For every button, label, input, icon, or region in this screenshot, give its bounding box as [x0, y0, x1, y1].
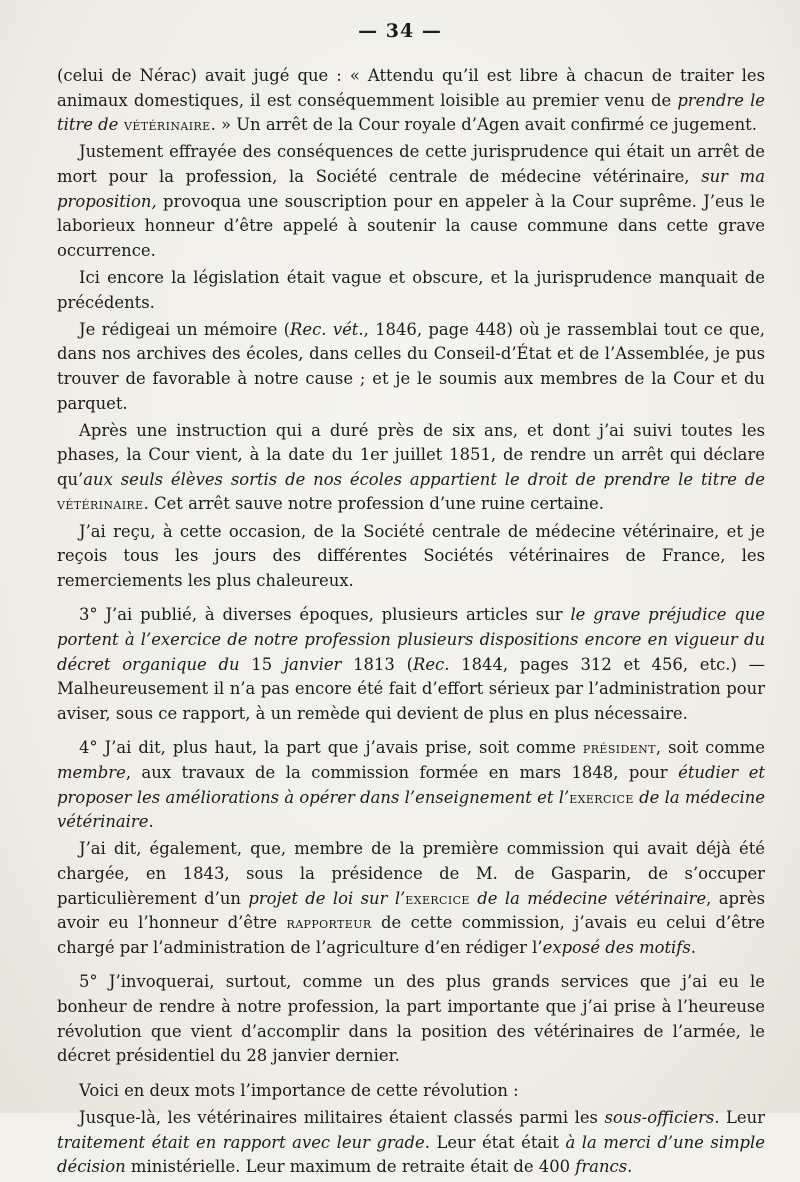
paragraph: Ici encore la législation était vague et obscure, et la jurisprudence manquait de précédents. [57, 267, 765, 312]
paragraph: Après une instruction qui a duré près de six ans, et dont j’ai suivi toutes les phases, la Cour vient, à la date du 1er juillet 1851, de rendre un arrêt qui déclare qu’aux seuls élèves sortis de nos écoles appartient le droit de prendre le titre de vétérinaire. Cet arrêt sauve notre profession d’une ruine certaine. [57, 420, 765, 514]
page-number: — 34 — [358, 20, 442, 42]
paragraph: Jusque-là, les vétérinaires militaires étaient classés parmi les sous-officiers. Leur traitement était en rapport avec leur grade. Leur état était à la merci d’une simple décision ministérielle. Leur maximum de retraite était de 400 francs. [57, 1107, 765, 1177]
paragraph: Justement effrayée des conséquences de cette jurisprudence qui était un arrêt de mort pour la profession, la Société centrale de médecine vétérinaire, sur ma proposition, provoqua une souscription pour en appeler à la Cour suprême. J’eus le laborieux honneur d’être appelé à soutenir la cause commune dans cette grave occurrence. [57, 142, 765, 260]
paragraph: Voici en deux mots l’importance de cette révolution : [79, 1080, 519, 1100]
body-text [57, 64, 765, 1182]
paragraph: J’ai reçu, à cette occasion, de la Société centrale de médecine vétérinaire, et je reçois tous les jours des différentes Sociétés vétérinaires de France, les remerciements les plus chaleureux. [57, 521, 765, 590]
paragraph: 3° J’ai publié, à diverses époques, plusieurs articles sur le grave préjudice que portent à l’exercice de notre profession plusieurs dispositions encore en vigueur du décret organique du 15 janvier 1813 (Rec. 1844, pages 312 et 456, etc.) — Malheureusement il n’a pas encore été fait d’effort sérieux par l’administration pour aviser, sous ce rapport, à un remède qui devient de plus en plus nécessaire. [57, 605, 765, 723]
paragraph: 4° J’ai dit, plus haut, la part que j’avais prise, soit comme président, soit comme membre, aux travaux de la commission formée en mars 1848, pour étudier et proposer les améliorations à opérer dans l’enseignement et l’exercice de la médecine vétérinaire. [57, 738, 765, 832]
paragraph: J’ai dit, également, que, membre de la première commission qui avait déjà été chargée, en 1843, sous la présidence de M. de Gasparin, de s’occuper particulièrement d’un projet de loi sur l’exercice de la médecine vétérinaire, après avoir eu l’honneur d’être rapporteur de cette commission, j’avais eu celui d’être chargé par l’administration de l’agriculture d’en rédiger l’exposé des motifs. [57, 839, 765, 957]
paragraph: Je rédigeai un mémoire (Rec. vét., 1846, page 448) où je rassemblai tout ce que, dans nos archives des écoles, dans celles du Conseil-d’État et de l’Assemblée, je pus trouver de favorable à notre cause ; et je le soumis aux membres de la Cour et du parquet. [57, 319, 765, 413]
paragraph: 5° J’invoquerai, surtout, comme un des plus grands services que j’ai eu le bonheur de rendre à notre profession, la part importante que j’ai prise à l’heureuse révolution que vient d’accomplir dans la position des vétérinaires de l’armée, le décret présidentiel du 28 janvier dernier. [57, 972, 765, 1066]
paragraph: (celui de Nérac) avait jugé que : « Attendu qu’il est libre à chacun de traiter les animaux domestiques, il est conséquemment loisible au premier venu de prendre le titre de vétérinaire. » Un arrêt de la Cour royale d’Agen avait confirmé ce jugement. [57, 66, 766, 135]
